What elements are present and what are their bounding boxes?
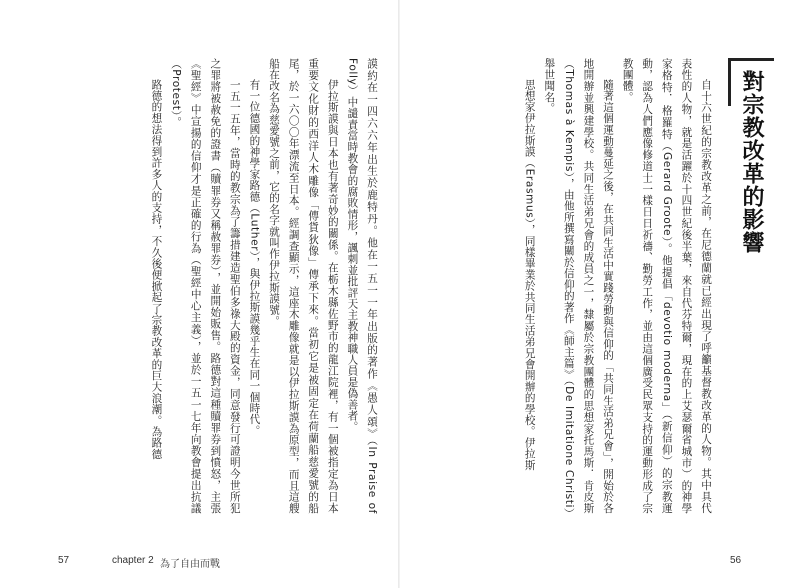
chapter-label: chapter 2 [112, 555, 154, 566]
right-page-body [425, 58, 715, 514]
right-paragraph: 自十六世紀的宗教改革之前，在尼德蘭就已經出現了呼籲基督教改革的人物。其中具代表性的人物，就是活躍於十四世紀後半葉，來自代芬特爾，現在的上艾瑟爾省城市）的神學家格特．格羅特（Gerard Groote）。他提倡「devotio moderna」（新信仰）的宗教運動，認為人們應像修道士一樣日日祈禱、勤勞工作，並由這個廣受民眾支持的運動形成了宗教團體。 [621, 58, 712, 514]
right-paragraph: 隨著這個運動蔓延之後，在共同生活中實踐勞動與信仰的「共同生活弟兄會」，開始於各地開辦並興建學校。共同生活弟兄會的成員之一，隸屬於宗教團體的思想家托馬斯．肯皮斯（Thomas à Kempis），由他所撰寫關於信仰的著作《師主篇》（De Imitatione Christi）舉世聞名。 [543, 58, 615, 514]
section-heading: 對宗教改革的影響 [739, 70, 764, 254]
left-page-number: 57 [58, 555, 70, 566]
left-page-body [56, 58, 381, 514]
left-paragraph: 有一位德國的神學家路德（Luther），與伊拉斯謨幾乎生在同一個時代。 [248, 79, 261, 437]
page-gutter [398, 0, 400, 588]
chapter-title: 為了自由而戰 [160, 559, 220, 570]
heading-rule-side [728, 58, 731, 106]
left-paragraph: 謨約在一四六六年出生於鹿特丹。他在一五一一年出版的著作《愚人頌》（In Praise of Folly）中譴責當時教會的腐敗情形，諷刺並批評天主教神職人員是偽善者。 [346, 58, 378, 514]
left-paragraph: 路德的想法得到許多人的支持，不久後便掀起了宗教改革的巨大浪潮。為路德 [150, 79, 163, 460]
left-paragraph: 一五一五年，當時的教宗為了籌措建造聖伯多祿大殿的資金，同意發行可證明今世所犯之罪將被赦免的證書（贖罪券又稱赦罪券），並開始販售。路德對這種贖罪券到憤怒，主張《聖經》中宣揚的信仰才是正確的行為（聖經中心主義），並於一五一七年向教會提出抗議（Protest）。 [170, 58, 241, 514]
right-page-number: 56 [730, 555, 742, 566]
left-paragraph: 伊拉斯謨與日本也有著奇妙的關係。在栃木縣佐野市的龍江院裡，有一個被指定為日本重要文化財的西洋人木雕像「傳貨狄像」傳承下來。當初它是被固定在荷蘭船慈愛號的船尾，於一六〇〇年漂流至日本。經調查顯示，這座木雕像就是以伊拉斯謨為原型，而且這艘船在改名為慈愛號之前，它的名字就叫作伊拉斯謨號。 [268, 58, 339, 514]
right-paragraph: 思想家伊拉斯謨（Erasmus），同樣畢業於共同生活弟兄會開辦的學校。伊拉斯 [523, 79, 536, 471]
heading-rule-top [728, 58, 774, 61]
section-heading-box [728, 58, 774, 282]
